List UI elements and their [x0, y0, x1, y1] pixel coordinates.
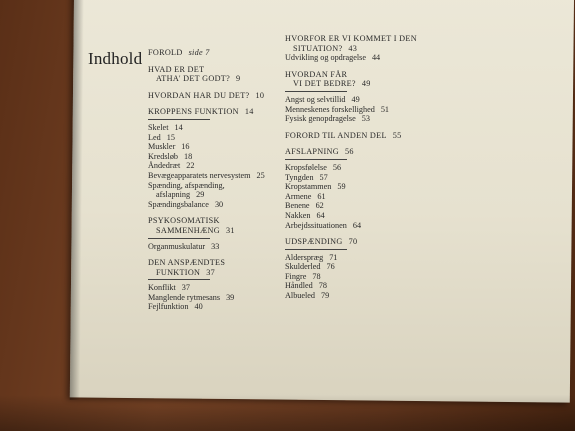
- toc-entry-title: AFSLAPNING: [285, 147, 339, 157]
- toc-entry: [148, 293, 288, 303]
- toc-entry: [148, 181, 288, 191]
- toc-entry-page: 37: [206, 267, 216, 277]
- toc-entry: [148, 302, 288, 312]
- toc-entry-title: Bevægeapparatets nervesystem: [148, 170, 251, 180]
- toc-entry-title: Skelet: [148, 122, 169, 132]
- toc-entry: [285, 182, 435, 192]
- toc-entry-page: 79: [321, 291, 330, 301]
- toc-entry-title: HVORDAN FÅR: [285, 69, 348, 79]
- toc-entry-title: VI DET BEDRE?: [293, 79, 356, 89]
- toc-entry: [285, 173, 435, 183]
- toc-entry: [285, 262, 435, 272]
- toc-entry-title: Kredsløb: [148, 151, 179, 161]
- toc-entry-page: 18: [184, 151, 193, 161]
- toc-entry-page: 78: [312, 271, 321, 281]
- toc-entry: [285, 34, 435, 44]
- toc-spacer: [285, 140, 435, 147]
- toc-entry-page: 40: [194, 302, 203, 312]
- toc-entry-title: Kropsfølelse: [285, 162, 327, 172]
- toc-entry: [148, 74, 288, 84]
- toc-entry-page: 55: [392, 130, 402, 140]
- toc-entry-title: Konflikt: [148, 283, 176, 293]
- toc-entry-title: SITUATION?: [293, 43, 343, 53]
- toc-entry-page: 33: [211, 241, 220, 251]
- toc-spacer: [148, 209, 288, 216]
- toc-entry-title: afslapning: [156, 190, 191, 200]
- toc-entry-title: Håndled: [285, 281, 313, 291]
- toc-entry-page: 59: [337, 182, 346, 192]
- bottom-shadow: [0, 395, 575, 431]
- toc-entry: [148, 91, 288, 101]
- section-rule: [285, 91, 347, 92]
- toc-entry: [148, 226, 288, 236]
- toc-entry: [285, 253, 435, 263]
- toc-entry-title: HVORDAN HAR DU DET?: [148, 90, 250, 100]
- toc-entry-title: Nakken: [285, 210, 311, 220]
- toc-entry-page: 39: [226, 292, 235, 302]
- toc-entry-page: 56: [332, 162, 342, 172]
- toc-entry-title: DEN ANSPÆNDTES: [148, 258, 226, 268]
- toc-entry: [285, 237, 435, 247]
- toc-entry-title: KROPPENS FUNKTION: [148, 107, 239, 117]
- toc-entry-page: 64: [316, 210, 325, 220]
- toc-entry: [285, 281, 435, 291]
- toc-entry-title: Manglende rytmesans: [148, 292, 221, 302]
- toc-entry: [148, 200, 288, 210]
- toc-entry: [148, 152, 288, 162]
- toc-spacer: [148, 251, 288, 258]
- toc-entry-page: 10: [255, 90, 265, 100]
- toc-entry-title: Arbejdssituationen: [285, 220, 347, 230]
- toc-spacer: [148, 84, 288, 91]
- toc-entry-page: 14: [244, 107, 254, 117]
- toc-entry-title: SAMMENHÆNG: [156, 225, 220, 235]
- toc-entry-title: FUNKTION: [156, 267, 201, 277]
- toc-entry: [148, 107, 288, 117]
- toc-entry-title: Kropstammen: [285, 182, 332, 192]
- toc-entry: [285, 95, 435, 105]
- toc-entry-page: 61: [317, 191, 326, 201]
- toc-entry-page: 25: [256, 170, 265, 180]
- toc-entry: [148, 65, 288, 75]
- toc-entry-page: 49: [351, 94, 360, 104]
- toc-entry-page: 9: [236, 74, 241, 84]
- toc-entry-title: Organmuskulatur: [148, 241, 206, 251]
- toc-entry-page: 29: [196, 190, 205, 200]
- toc-entry: [285, 79, 435, 89]
- toc-entry-title: PSYKOSOMATISK: [148, 216, 220, 226]
- toc-entry-title: FOROLD: [148, 48, 183, 57]
- toc-entry-page: 53: [361, 114, 370, 124]
- toc-entry: [148, 216, 288, 226]
- toc-entry: [148, 161, 288, 171]
- toc-entry: [148, 283, 288, 293]
- toc-entry-page: 56: [344, 147, 354, 157]
- toc-entry-title: Fysisk genopdragelse: [285, 114, 356, 124]
- toc-spacer: [285, 63, 435, 70]
- toc-column-left: [148, 48, 288, 312]
- toc-entry-page: 78: [318, 281, 327, 291]
- section-rule: [148, 279, 210, 280]
- toc-entry-page: 62: [315, 201, 324, 211]
- toc-entry: [285, 192, 435, 202]
- toc-entry-title: Skulderled: [285, 262, 321, 272]
- toc-entry-page: 57: [319, 172, 328, 182]
- toc-entry: [285, 201, 435, 211]
- toc-entry-title: Benene: [285, 201, 310, 211]
- toc-entry: [148, 133, 288, 143]
- toc-entry-page: 16: [181, 142, 190, 152]
- toc-column-right: [285, 34, 435, 301]
- section-rule: [285, 249, 347, 250]
- toc-entry-title: HVAD ER DET: [148, 64, 205, 74]
- toc-entry: [285, 163, 435, 173]
- toc-entry-title: Spændingsbalance: [148, 199, 209, 209]
- toc-entry-title: UDSPÆNDING: [285, 237, 343, 247]
- toc-entry: [285, 131, 435, 141]
- section-rule: [148, 238, 210, 239]
- toc-entry-title: Udvikling og opdragelse: [285, 53, 366, 63]
- toc-entry-title: Åndedræt: [148, 161, 181, 171]
- toc-entry-title: Led: [148, 132, 161, 142]
- toc-entry: [285, 70, 435, 80]
- toc-entry: [285, 211, 435, 221]
- toc-entry: [148, 268, 288, 278]
- toc-entry: [148, 242, 288, 252]
- toc-entry-title: Alderspræg: [285, 252, 324, 262]
- toc-entry-page: 14: [174, 122, 183, 132]
- toc-entry-title: Albueled: [285, 291, 316, 301]
- toc-entry-page: 31: [225, 225, 235, 235]
- toc-entry: [285, 291, 435, 301]
- toc-entry: [285, 44, 435, 54]
- toc-entry-page: 64: [352, 220, 362, 230]
- toc-entry: [285, 221, 435, 231]
- toc-entry-page: 30: [214, 199, 224, 209]
- toc-entry-title: Muskler: [148, 142, 176, 152]
- toc-entry: [285, 53, 435, 63]
- toc-entry-page: 44: [371, 53, 381, 63]
- toc-entry: [148, 190, 288, 200]
- toc-entry-title: Angst og selvtillid: [285, 94, 346, 104]
- toc-entry: [148, 142, 288, 152]
- toc-entry-title: ATHA' DET GODT?: [156, 74, 231, 84]
- toc-spacer: [148, 58, 288, 65]
- toc-entry: [285, 114, 435, 124]
- toc-entry-page: 15: [166, 132, 175, 142]
- toc-entry: [285, 105, 435, 115]
- toc-spacer: [285, 124, 435, 131]
- toc-entry-page: 43: [348, 43, 358, 53]
- toc-spacer: [148, 100, 288, 107]
- toc-entry-page: 49: [361, 79, 371, 89]
- toc-entry: [285, 272, 435, 282]
- toc-entry: [148, 258, 288, 268]
- toc-entry-title: Fingre: [285, 271, 307, 281]
- toc-spacer: [285, 230, 435, 237]
- toc-entry-page: 51: [380, 104, 389, 114]
- toc-entry: [148, 48, 288, 58]
- section-rule: [285, 159, 347, 160]
- toc-entry: [148, 171, 288, 181]
- toc-entry-title: HVORFOR ER VI KOMMET I DEN: [285, 34, 417, 43]
- page-title: Indhold: [88, 49, 143, 68]
- toc-entry-title: FORORD TIL ANDEN DEL: [285, 130, 387, 140]
- section-rule: [148, 119, 210, 120]
- toc-entry-title: Tyngden: [285, 172, 314, 182]
- toc-entry-page: 76: [326, 262, 335, 272]
- toc-entry-page: 71: [329, 252, 338, 262]
- toc-entry-title: Fejlfunktion: [148, 302, 189, 312]
- toc-entry-title: Spænding, afspænding,: [148, 180, 225, 190]
- toc-entry-page: 70: [348, 237, 358, 247]
- toc-entry: [285, 147, 435, 157]
- toc-entry-page: 37: [181, 283, 190, 293]
- toc-entry-page: side 7: [188, 48, 210, 57]
- toc-entry-title: Menneskenes forskellighed: [285, 104, 375, 114]
- toc-entry-title: Armene: [285, 191, 312, 201]
- toc-entry: [148, 123, 288, 133]
- toc-entry-page: 22: [186, 161, 195, 171]
